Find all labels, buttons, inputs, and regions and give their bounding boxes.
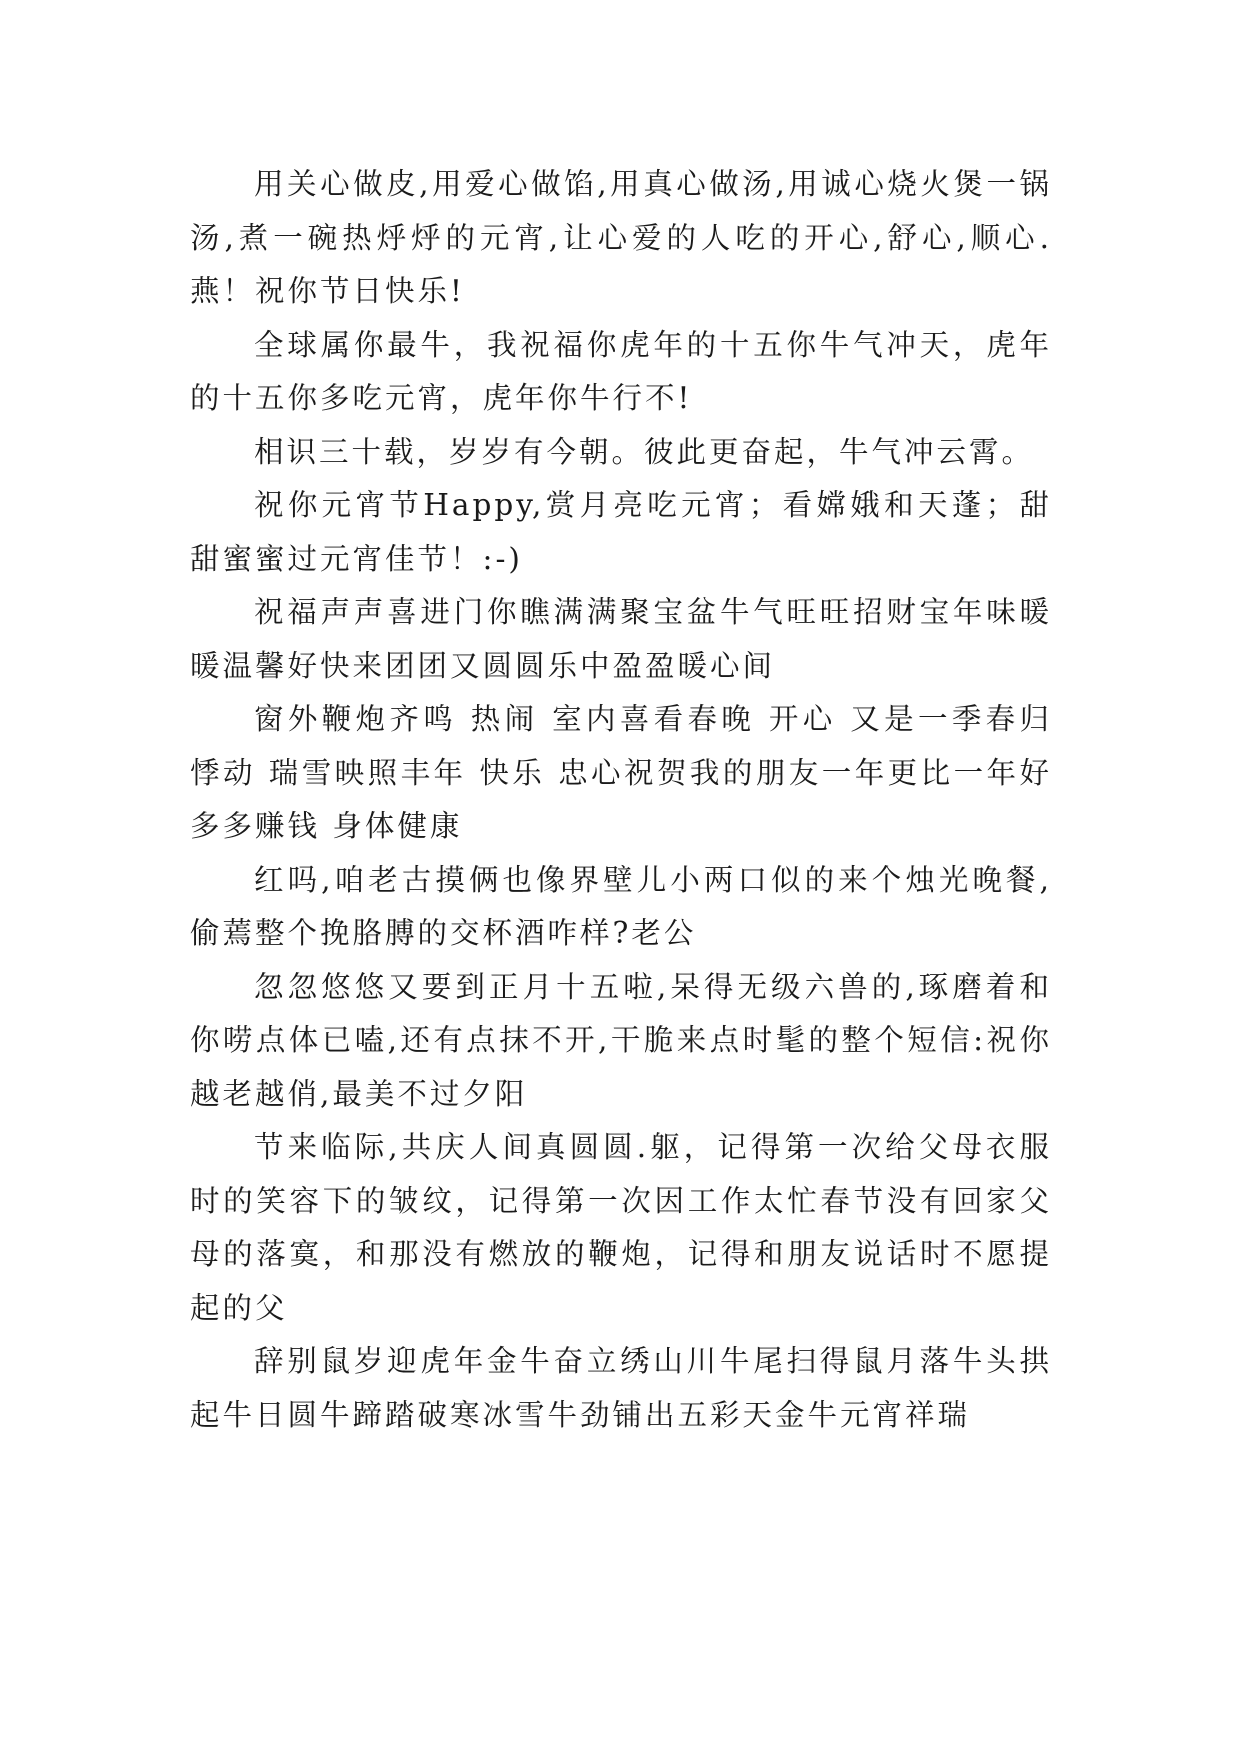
paragraph-2: 全球属你最牛，我祝福你虎年的十五你牛气冲天，虎年的十五你多吃元宵，虎年你牛行不! [190,327,1052,415]
paragraph-4: 祝你元宵节Happy,赏月亮吃元宵；看嫦娥和天蓬；甜甜蜜蜜过元宵佳节！:-) [190,488,1052,576]
paragraph-5: 祝福声声喜进门你瞧满满聚宝盆牛气旺旺招财宝年味暖暖温馨好快来团团又圆圆乐中盈盈暖心间 [190,595,1052,683]
paragraph-6: 窗外鞭炮齐鸣 热闹 室内喜看春晚 开心 又是一季春归 悸动 瑞雪映照丰年 快乐 忠心祝贺我的朋友一年更比一年好 多多赚钱 身体健康 [190,702,1052,843]
paragraph-3: 相识三十载，岁岁有今朝。彼此更奋起，牛气冲云霄。 [254,434,1035,469]
paragraph-1: 用关心做皮,用爱心做馅,用真心做汤,用诚心烧火煲一锅汤,煮一碗热烀烀的元宵,让心爱的人吃的开心,舒心,顺心.燕！祝你节日快乐! [190,167,1052,308]
paragraph-7: 红吗,咱老古摸俩也像界壁儿小两口似的来个烛光晚餐,偷蔫整个挽胳膊的交杯酒咋样?老公 [190,862,1052,950]
paragraph-8: 忽忽悠悠又要到正月十五啦,呆得无级六兽的,琢磨着和你唠点体已嗑,还有点抹不开,干脆来点时髦的整个短信:祝你越老越俏,最美不过夕阳 [190,969,1052,1111]
paragraph-10: 辞别鼠岁迎虎年金牛奋立绣山川牛尾扫得鼠月落牛头拱起牛日圆牛蹄踏破寒冰雪牛劲铺出五彩天金牛元宵祥瑞 [190,1344,1052,1432]
paragraph-9: 节来临际,共庆人间真圆圆.躯，记得第一次给父母衣服时的笑容下的皱纹，记得第一次因工作太忙春节没有回家父母的落寞，和那没有燃放的鞭炮，记得和朋友说话时不愿提起的父 [190,1130,1052,1325]
document-body [190,158,1052,1442]
